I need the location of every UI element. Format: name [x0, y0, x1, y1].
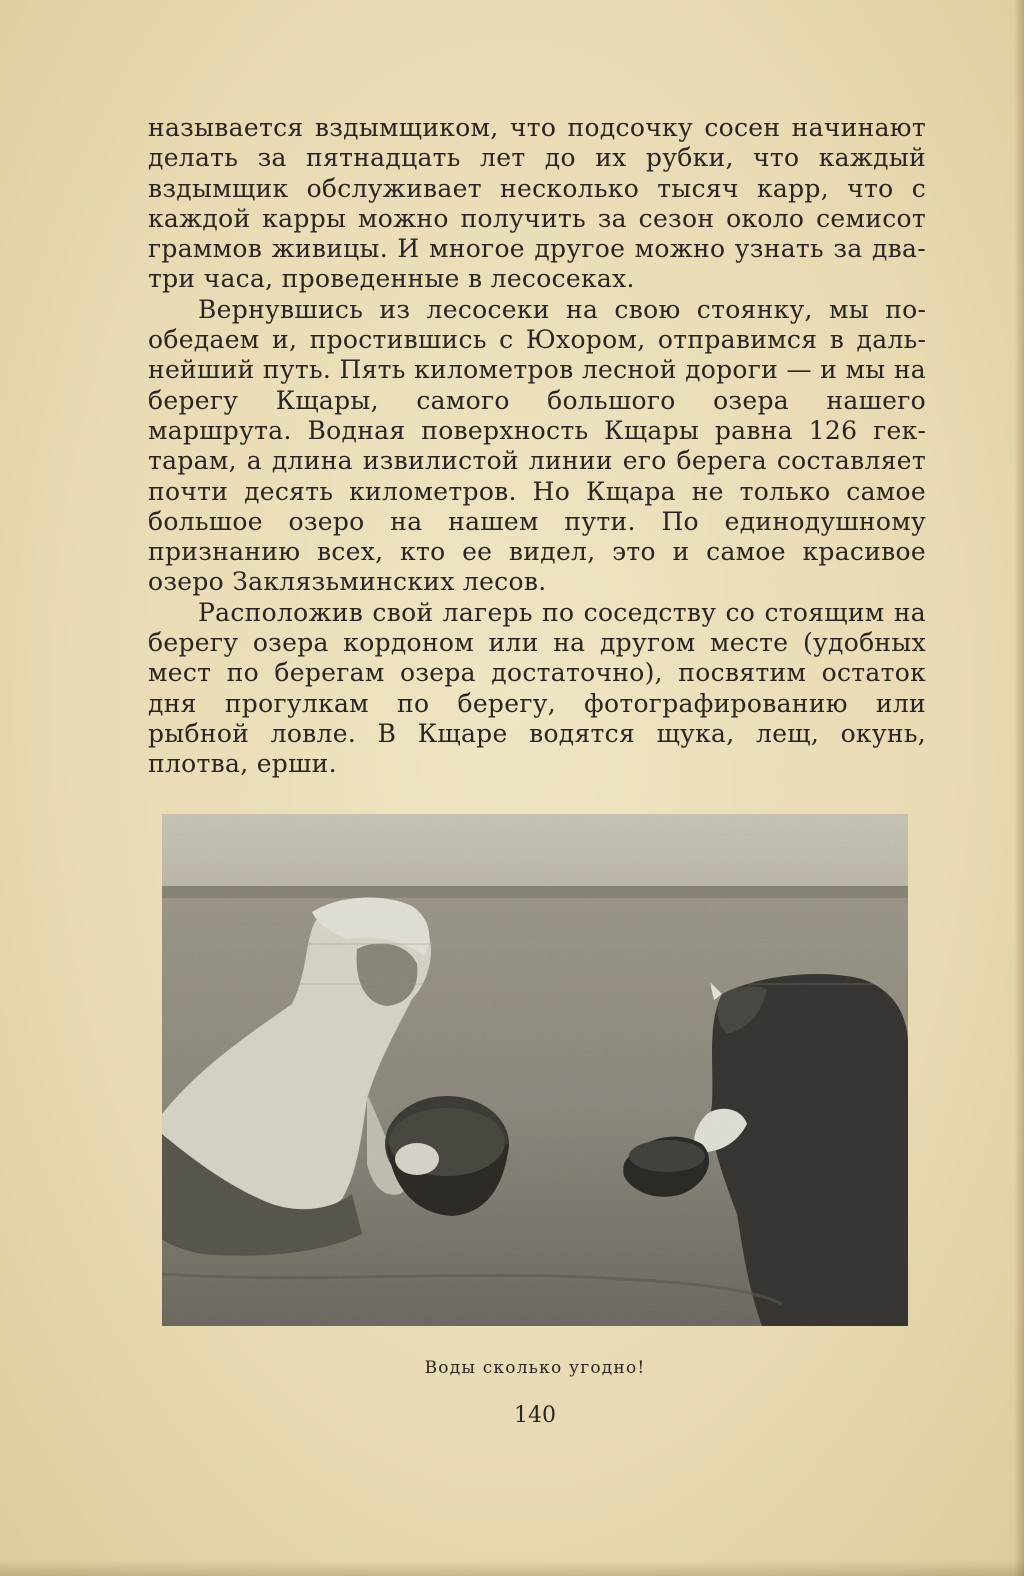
photo-image: [162, 814, 908, 1326]
paragraph-2: Вернувшись из лесосеки на свою стоянку, мы пообедаем и, простившись с Юхором, отправимся в дальнейший путь. Пять километров лесной дороги — и мы на берегу Кщары, самого большого озера нашего маршрута. Водная поверхность Кщары равна 126 гектарам, а длина извилистой линии его берега составляет почти десять километров. Но Кщара не только самое большое озеро на нашем пути. По единодушному признанию всех, кто ее видел, это и самое красивое озеро Заклязьминских лесов.: [148, 294, 926, 597]
body-text: [148, 113, 926, 780]
paragraph-3: Расположив свой лагерь по соседству со стоящим на берегу озера кордоном или на другом месте (удобных мест по берегам озера достаточно), посвятим остаток дня прогулкам по берегу, фотографированию или рыбной ловле. В Кщаре водятся щука, лещ, окунь, плотва, ерши.: [148, 597, 926, 779]
page-bottom-shadow: [0, 1560, 1024, 1576]
page-number: 140: [514, 1403, 556, 1428]
photograph: [162, 814, 908, 1326]
page-edge-shadow: [1014, 0, 1024, 1576]
photo-caption: Воды сколько угодно!: [424, 1358, 646, 1378]
paragraph-1: называется вздымщиком, что подсочку сосен начинают делать за пятнадцать лет до их рубки, что каждый вздымщик обслуживает несколько тысяч карр, что с каждой карры можно получить за сезон около семисот граммов живицы. И многое другое можно узнать за два-три часа, проведенные в лесосеках.: [148, 113, 926, 294]
